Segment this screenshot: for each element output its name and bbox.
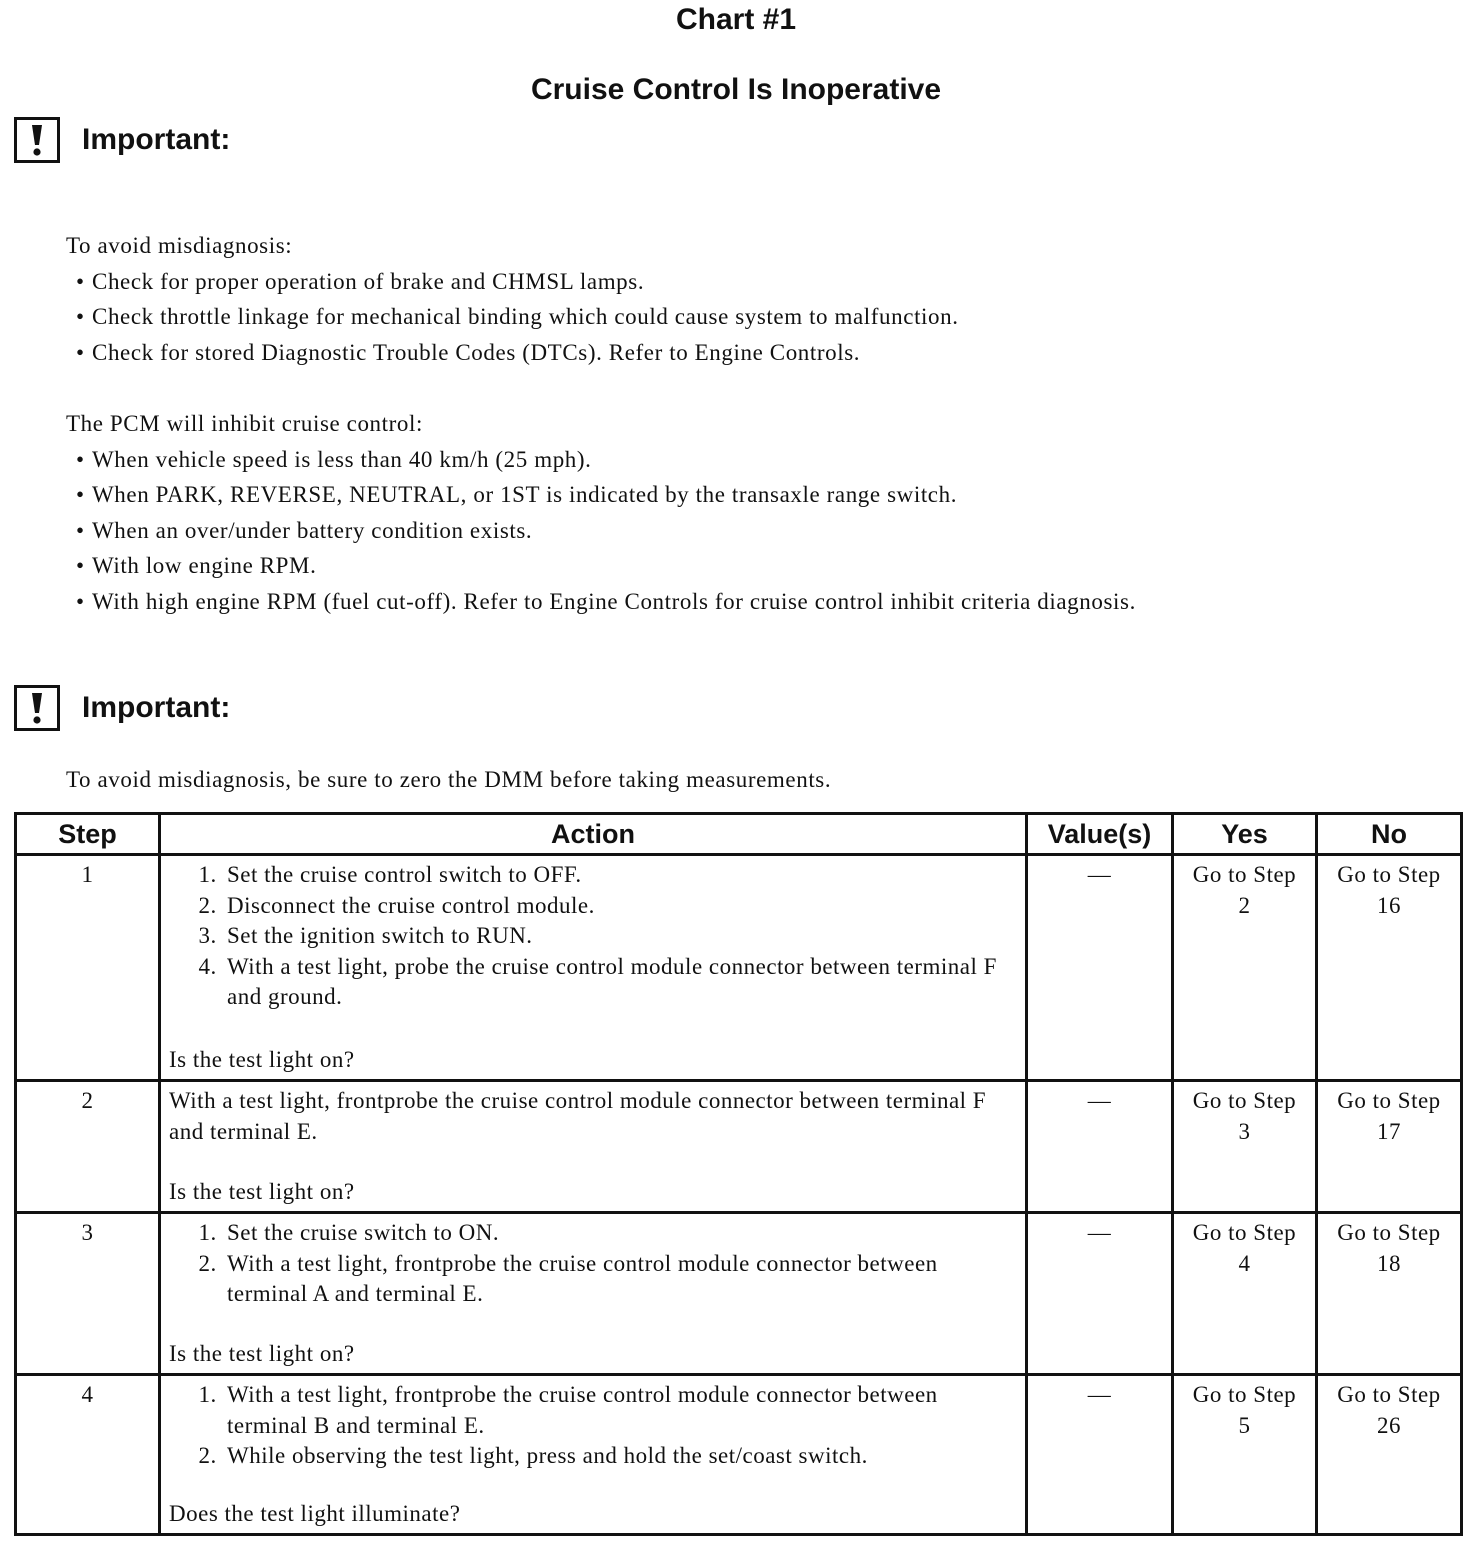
inhibit-list <box>66 442 1136 620</box>
yes-goto-step: 3 <box>1238 1118 1251 1144</box>
list-item: • With low engine RPM. <box>66 548 1136 584</box>
yes-cell <box>1173 1213 1317 1375</box>
action-steps <box>169 1380 1017 1472</box>
action-item: 1. Set the cruise switch to ON. <box>223 1218 1017 1249</box>
yes-cell <box>1173 1375 1317 1535</box>
table-row <box>16 855 1462 1081</box>
action-item: 2. Disconnect the cruise control module. <box>223 891 1017 922</box>
important-heading-2 <box>14 682 230 734</box>
list-item: • When PARK, REVERSE, NEUTRAL, or 1ST is indicated by the transaxle range switch. <box>66 477 1136 513</box>
yes-goto-label: Go to Step <box>1192 1088 1297 1113</box>
action-question: Is the test light on? <box>169 1178 355 1204</box>
action-item: 3. Set the ignition switch to RUN. <box>223 921 1017 952</box>
action-question: Does the test light illuminate? <box>169 1500 461 1526</box>
value-cell: — <box>1027 855 1173 1081</box>
yes-cell <box>1173 1081 1317 1213</box>
no-cell <box>1317 1081 1462 1213</box>
header-action: Action <box>160 814 1027 855</box>
header-no: No <box>1317 814 1462 855</box>
diagnostic-table <box>14 812 1463 1536</box>
no-goto-label: Go to Step <box>1337 1088 1441 1113</box>
yes-goto-label: Go to Step <box>1192 1220 1297 1245</box>
yes-goto-step: 5 <box>1238 1412 1251 1438</box>
action-cell <box>160 1375 1027 1535</box>
list-item: • Check for proper operation of brake and CHMSL lamps. <box>66 264 959 300</box>
list-item: • Check for stored Diagnostic Trouble Codes (DTCs). Refer to Engine Controls. <box>66 335 959 371</box>
intro-text: The PCM will inhibit cruise control: <box>66 411 423 436</box>
important-label: Important: <box>82 123 231 156</box>
yes-cell <box>1173 855 1317 1081</box>
table-row <box>16 1213 1462 1375</box>
important-label: Important: <box>82 691 231 724</box>
misdiagnosis-list <box>66 264 959 371</box>
value-cell: — <box>1027 1081 1173 1213</box>
no-cell <box>1317 855 1462 1081</box>
pcm-inhibit-notes <box>66 406 1136 619</box>
list-item: • With high engine RPM (fuel cut-off). Refer to Engine Controls for cruise control inhibit criteria diagnosis. <box>66 584 1136 620</box>
action-text: With a test light, frontprobe the cruise control module connector between terminal F and terminal E. <box>169 1088 987 1144</box>
action-item: 1. With a test light, frontprobe the cruise control module connector between terminal B and terminal E. <box>223 1380 1017 1441</box>
yes-goto-label: Go to Step <box>1192 1382 1297 1407</box>
no-cell <box>1317 1375 1462 1535</box>
table-header-row <box>16 814 1462 855</box>
step-number: 2 <box>16 1081 160 1213</box>
header-step: Step <box>16 814 160 855</box>
exclamation-box-icon <box>14 685 60 731</box>
list-item: • When an over/under battery condition exists. <box>66 513 1136 549</box>
action-item: 4. With a test light, probe the cruise control module connector between terminal F and ground. <box>223 952 1017 1013</box>
action-question: Is the test light on? <box>169 1340 355 1366</box>
chart-number: Chart #1 <box>675 3 797 36</box>
action-question: Is the test light on? <box>169 1046 355 1072</box>
step-number: 3 <box>16 1213 160 1375</box>
dmm-note: To avoid misdiagnosis, be sure to zero the DMM before taking measurements. <box>66 767 832 792</box>
yes-goto-step: 4 <box>1238 1250 1251 1276</box>
page-title: Cruise Control Is Inoperative <box>530 73 942 106</box>
important-heading-1 <box>14 114 230 166</box>
list-item: • When vehicle speed is less than 40 km/h (25 mph). <box>66 442 1136 478</box>
action-steps <box>169 860 1017 1013</box>
no-goto-label: Go to Step <box>1337 1220 1441 1245</box>
value-cell: — <box>1027 1375 1173 1535</box>
exclamation-box-icon <box>14 117 60 163</box>
no-goto-step: 16 <box>1377 892 1401 918</box>
action-cell <box>160 1213 1027 1375</box>
no-goto-step: 26 <box>1377 1412 1401 1438</box>
action-item: 1. Set the cruise control switch to OFF. <box>223 860 1017 891</box>
header-values: Value(s) <box>1027 814 1173 855</box>
value-cell: — <box>1027 1213 1173 1375</box>
table-row <box>16 1375 1462 1535</box>
yes-goto-label: Go to Step <box>1192 862 1297 887</box>
list-item: • Check throttle linkage for mechanical binding which could cause system to malfunction. <box>66 299 959 335</box>
intro-text: To avoid misdiagnosis: <box>66 233 293 258</box>
action-cell <box>160 1081 1027 1213</box>
header-yes: Yes <box>1173 814 1317 855</box>
no-cell <box>1317 1213 1462 1375</box>
important-notes-1 <box>66 228 959 370</box>
yes-goto-step: 2 <box>1238 892 1251 918</box>
step-number: 4 <box>16 1375 160 1535</box>
no-goto-label: Go to Step <box>1337 1382 1441 1407</box>
action-cell <box>160 855 1027 1081</box>
action-steps <box>169 1218 1017 1310</box>
table-row <box>16 1081 1462 1213</box>
no-goto-step: 18 <box>1377 1250 1401 1276</box>
action-item: 2. With a test light, frontprobe the cruise control module connector between terminal A and terminal E. <box>223 1249 1017 1310</box>
no-goto-label: Go to Step <box>1337 862 1441 887</box>
no-goto-step: 17 <box>1377 1118 1401 1144</box>
action-item: 2. While observing the test light, press and hold the set/coast switch. <box>223 1441 1017 1472</box>
step-number: 1 <box>16 855 160 1081</box>
